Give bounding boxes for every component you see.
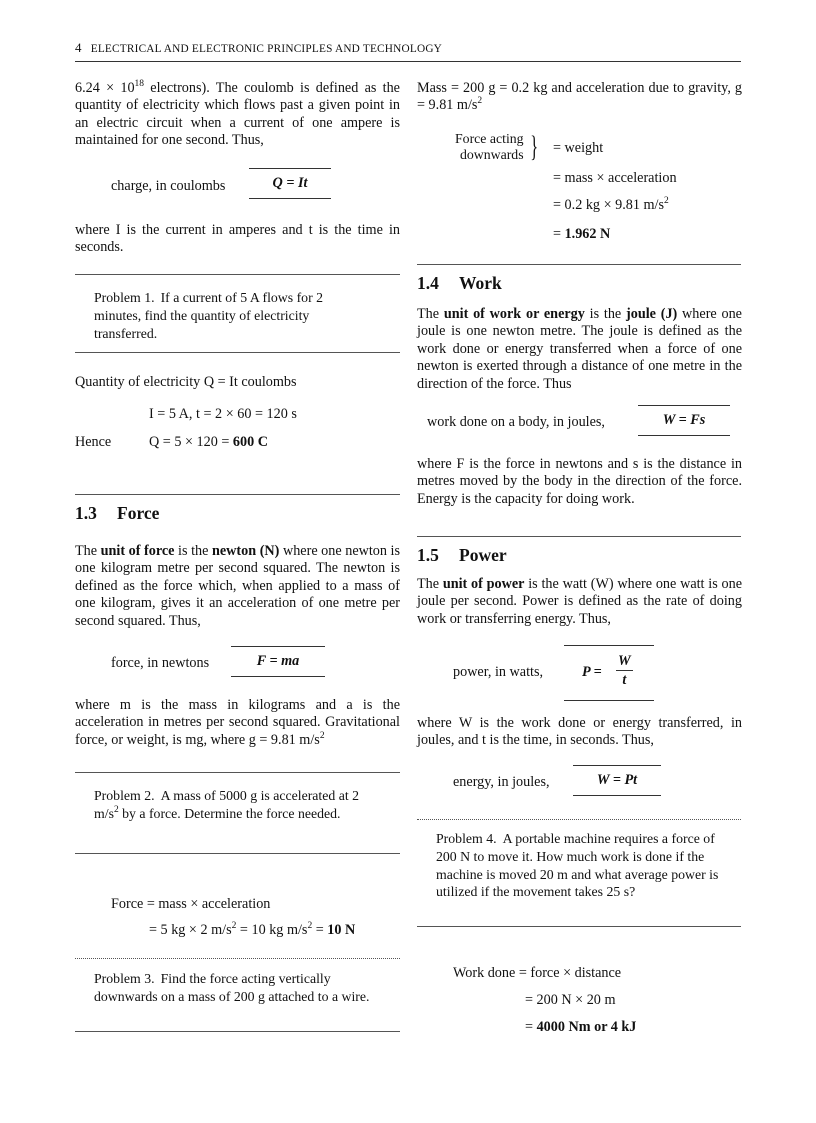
solution4-answer: 4000 Nm or 4 kJ	[536, 1019, 637, 1035]
solution4-line2: = 200 N × 20 m	[525, 992, 616, 1008]
problem2-rule-bottom	[75, 853, 400, 854]
problem1-rule-bottom	[75, 352, 400, 353]
problem2-rule-top	[75, 772, 400, 773]
power-where: where W is the work done or energy transferred, in joules, and t is the time, in seconds. Thus,	[417, 715, 742, 749]
solution1-line1: Quantity of electricity Q = It coulombs	[75, 374, 297, 390]
problem3-rule-top	[75, 958, 400, 959]
work-formula: W = Fs	[638, 405, 730, 436]
section-1-5-rule	[417, 536, 741, 537]
problem-3: Problem 3. Find the force acting vertically downwards on a mass of 200 g attached to a wire.	[94, 971, 370, 1004]
section-1-4-heading: 1.4 Work	[417, 273, 502, 293]
weight-eq2: = mass × acceleration	[553, 170, 677, 186]
work-where: where F is the force in newtons and s is the distance in metres moved by the body in the direction of the force. Energy is the capacity for doing work.	[417, 456, 742, 507]
power-denominator: t	[622, 672, 627, 688]
power-label: power, in watts,	[453, 664, 544, 680]
problem4-rule-top	[417, 819, 741, 820]
force-paragraph: The unit of force is the newton (N) where one newton is one kilogram metre per second squared. The newton is defined as the force which, when applied to a mass of one kilogram, gives it an acceleration of one metre per second squared. Thus,	[75, 543, 401, 629]
problem-1: Problem 1. If a current of 5 A flows for 2 minutes, find the quantity of electricity transferred.	[94, 290, 324, 341]
solution1-line3: Q = 5 × 120 = 600 C	[149, 434, 268, 450]
force-downwards-brace: Force acting downwards }	[455, 130, 539, 163]
solution2-line2: = 5 kg × 2 $m/s^2 = 10$ kg $m/s^2 = 10$ N	[149, 921, 356, 938]
charge-where: where I is the current in amperes and t is the time in seconds.	[75, 222, 400, 256]
charge-formula: Q = It	[249, 168, 331, 199]
intro-paragraph: $6.24 \times 10^{18}$ electrons). The coulomb is defined as the quantity of electricity which flows past a given point in an electric circuit when a current of one ampere is maintained for one second. Thus,	[75, 79, 400, 149]
energy-label: energy, in joules,	[453, 774, 550, 790]
solution1-answer: 600 C	[232, 434, 268, 450]
force-where: where m is the mass in kilograms and a is the acceleration in metres per second squared. Gravitational force, or weight, is mg, where g = 9.81 $m/s^2$	[75, 697, 400, 748]
problem1-rule-top	[75, 274, 400, 275]
running-title: ELECTRICAL AND ELECTRONIC PRINCIPLES AND TECHNOLOGY	[90, 43, 443, 55]
weight-eq3: = 0.2 kg × 9.81 $m/s^2$	[553, 196, 669, 213]
solution2-line1: Force = mass × acceleration	[111, 896, 271, 912]
page-number: 4	[75, 40, 82, 55]
solution1-hence: Hence	[75, 434, 112, 450]
power-fraction	[616, 652, 633, 689]
solution2-answer: 10 N	[327, 922, 356, 938]
power-lhs: P =	[582, 664, 602, 680]
header-rule	[75, 61, 741, 62]
force-formula: F = ma	[231, 646, 325, 677]
problem-2: Problem 2. A mass of 5000 g is accelerated at 2 $m/s^2$ by a force. Determine the force needed.	[94, 788, 360, 821]
solution1-line2: I = 5 A, t = 2 × 60 = 120 s	[149, 406, 297, 422]
section-1-3-rule	[75, 494, 400, 495]
solution4-line3: = 4000 Nm or 4 kJ	[525, 1019, 637, 1035]
power-paragraph: The unit of power is the watt (W) where one watt is one joule per second. Power is defined as the rate of doing work or transferring energy. Thus,	[417, 576, 742, 627]
force-label: force, in newtons	[111, 655, 210, 671]
work-label: work done on a body, in joules,	[427, 414, 605, 430]
running-header	[75, 40, 741, 56]
weight-eq4: = 1.962 N	[553, 226, 611, 242]
problem3-rule-bottom	[75, 1031, 400, 1032]
solution4-line1: Work done = force × distance	[453, 965, 622, 981]
charge-label: charge, in coulombs	[111, 178, 226, 194]
section-1-4-rule	[417, 264, 741, 265]
power-numerator: W	[618, 653, 631, 669]
energy-formula: W = Pt	[573, 765, 661, 796]
section-1-5-heading: 1.5 Power	[417, 545, 507, 565]
work-paragraph: The unit of work or energy is the joule (J) where one joule is one newton metre. The joule is defined as the work done or energy transferred when a force of one newton is exerted through a distance of one metre in the direction of the force. Thus	[417, 306, 742, 392]
mass-paragraph: Mass = 200 g = 0.2 kg and acceleration due to gravity, g = 9.81 $m/s^2$	[417, 80, 742, 114]
section-1-3-heading: 1.3 Force	[75, 503, 160, 523]
weight-answer: 1.962 N	[564, 226, 611, 242]
problem-4: Problem 4. A portable machine requires a force of 200 N to move it. How much work is done if the machine is moved 20 m and what average power is utilized if the movement takes 25 s?	[436, 831, 719, 900]
power-formula-box	[564, 645, 654, 701]
weight-eq1: = weight	[553, 140, 604, 156]
problem4-rule-bottom	[417, 926, 741, 927]
